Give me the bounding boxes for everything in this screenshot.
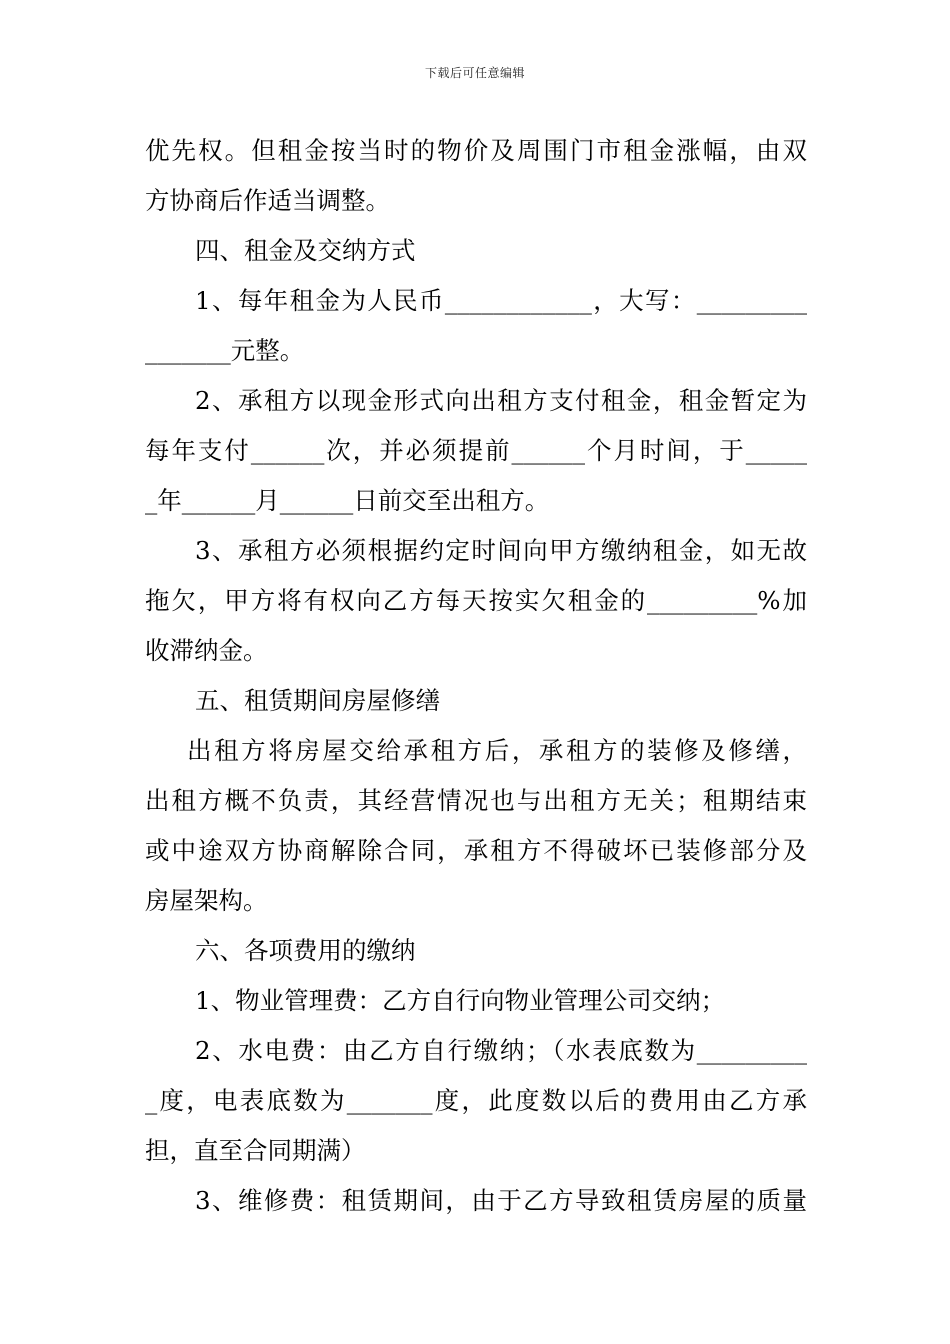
paragraph-line: 方协商后作适当调整。 <box>145 186 390 215</box>
page-header: 下载后可任意编辑 <box>424 66 525 80</box>
section-heading: 五、租赁期间房屋修缮 <box>195 686 440 715</box>
paragraph-line: 拖欠，甲方将有权向乙方每天按实欠租金的_________%加 <box>145 586 807 615</box>
paragraph-line: 出租方概不负责，其经营情况也与出租方无关；租期结束 <box>145 786 807 815</box>
paragraph-line: 3、维修费：租赁期间，由于乙方导致租赁房屋的质量 <box>195 1186 807 1215</box>
paragraph-line: 收滞纳金。 <box>145 636 268 665</box>
paragraph-line: _______元整。 <box>145 336 305 365</box>
paragraph-line: 或中途双方协商解除合同，承租方不得破坏已装修部分及 <box>145 836 807 865</box>
paragraph-line: _度，电表底数为_______度，此度数以后的费用由乙方承 <box>145 1086 807 1115</box>
paragraph-line: 每年支付______次，并必须提前______个月时间，于_____ <box>145 436 807 465</box>
document-body <box>145 126 807 1226</box>
section-heading: 四、租金及交纳方式 <box>195 236 416 265</box>
paragraph-line: 1、物业管理费：乙方自行向物业管理公司交纳； <box>195 986 726 1015</box>
paragraph-line: 出租方将房屋交给承租方后，承租方的装修及修缮， <box>187 736 807 765</box>
paragraph-line: 优先权。但租金按当时的物价及周围门市租金涨幅，由双 <box>145 136 807 165</box>
paragraph-line: 2、水电费：由乙方自行缴纳；（水表底数为_________ <box>195 1036 807 1065</box>
paragraph-line: 1、每年租金为人民币____________，大写：_________ <box>195 286 807 315</box>
paragraph-line: 担，直至合同期满） <box>145 1136 366 1165</box>
section-heading: 六、各项费用的缴纳 <box>195 936 416 965</box>
paragraph-line: 房屋架构。 <box>145 886 268 915</box>
paragraph-line: 3、承租方必须根据约定时间向甲方缴纳租金，如无故 <box>195 536 807 565</box>
paragraph-line: 2、承租方以现金形式向出租方支付租金，租金暂定为 <box>195 386 807 415</box>
paragraph-line: _年______月______日前交至出租方。 <box>145 486 550 515</box>
